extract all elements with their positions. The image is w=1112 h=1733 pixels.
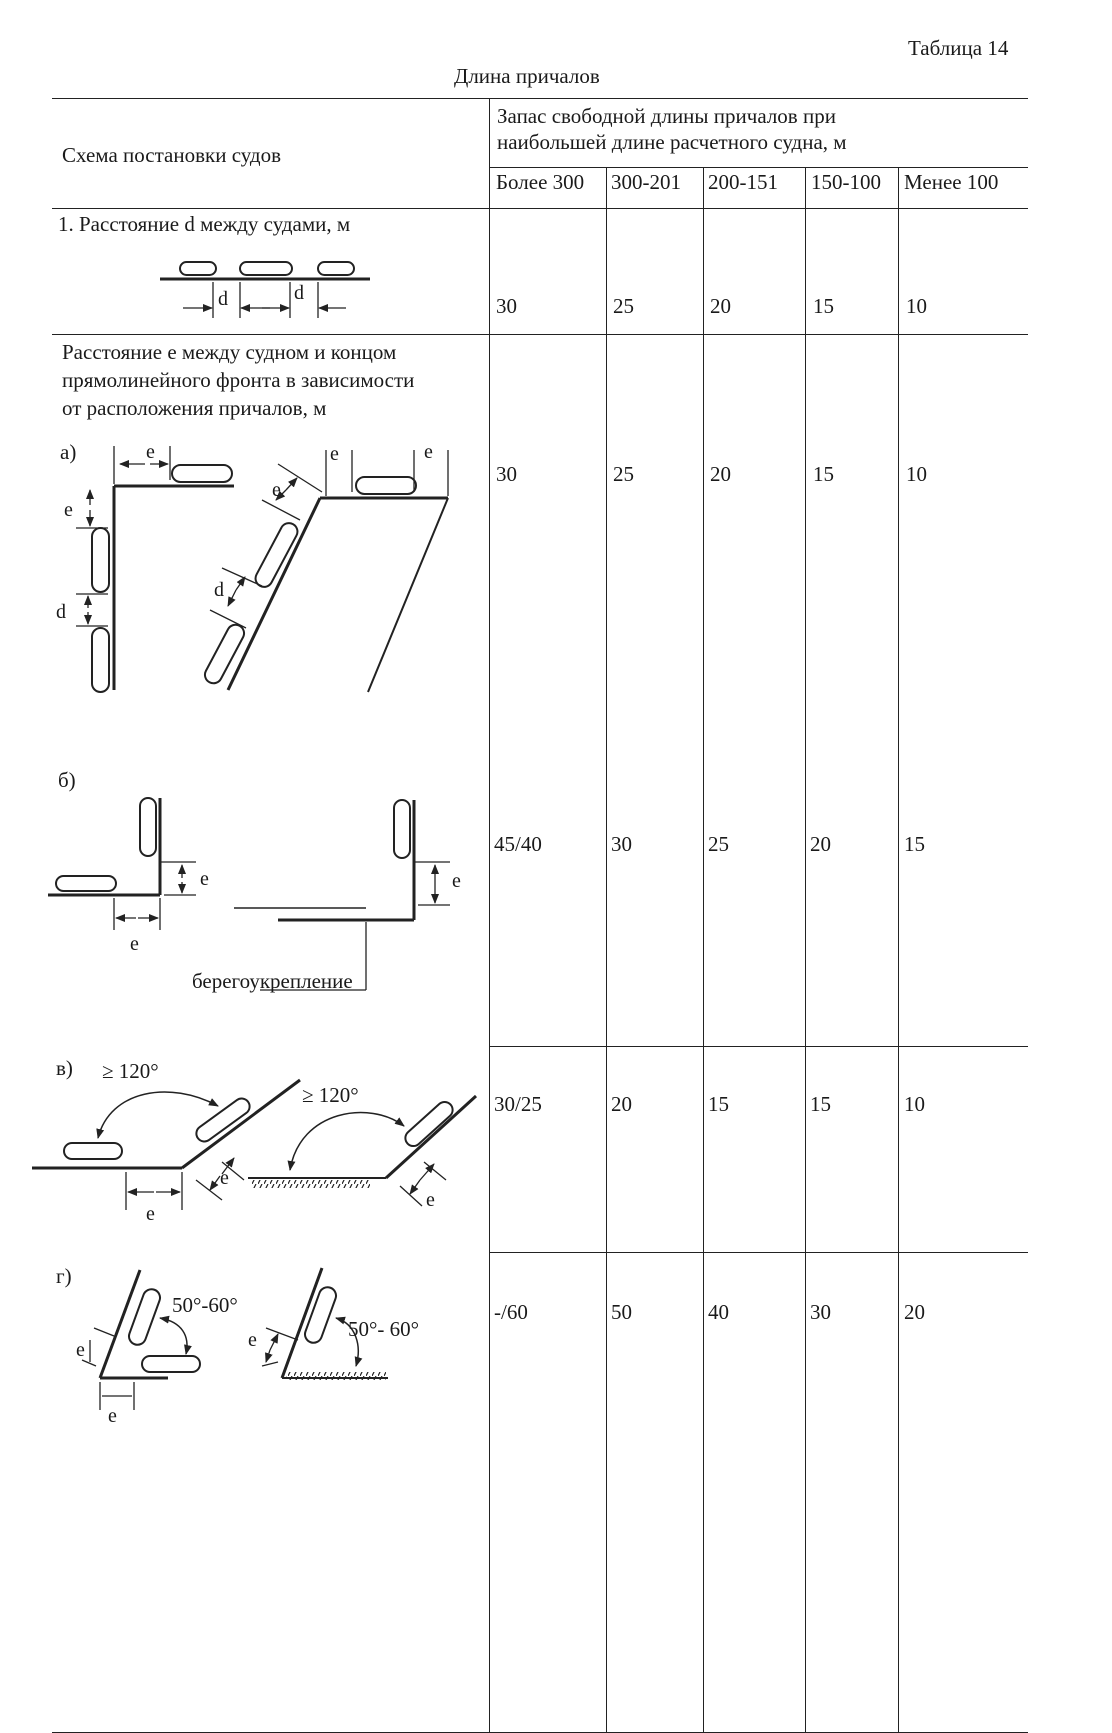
- label-e: e: [64, 499, 73, 521]
- row-c-value-1: 30/25: [494, 1092, 542, 1116]
- diagram-d-left: [82, 1270, 200, 1410]
- row-c-value-4: 15: [810, 1092, 831, 1116]
- row1-label: 1. Расстояние d между судами, м: [58, 212, 351, 236]
- sub-a-label: а): [60, 440, 77, 464]
- diagram-a-left: [76, 446, 234, 692]
- ship-icon: [92, 628, 109, 692]
- table-label: Таблица 14: [908, 36, 1009, 60]
- angle-label: ≥ 120°: [102, 1059, 159, 1083]
- angle-label: 50°-60°: [172, 1293, 238, 1317]
- diagram-a-right: [202, 450, 448, 692]
- row-d-value-3: 40: [708, 1300, 729, 1324]
- label-d: d: [218, 288, 228, 310]
- label-e: e: [220, 1167, 229, 1189]
- col-header-4: 150-100: [811, 170, 881, 194]
- diagram-c-right: [248, 1096, 476, 1206]
- label-e: e: [146, 441, 155, 463]
- row-b-value-3: 25: [708, 832, 729, 856]
- label-e: e: [200, 868, 209, 890]
- label-d: d: [56, 601, 66, 623]
- row1-value-1: 30: [496, 294, 517, 318]
- row2-label-line3: от расположения причалов, м: [62, 396, 327, 420]
- row-a-value-2: 25: [613, 462, 634, 486]
- angle-label: ≥ 120°: [302, 1083, 359, 1107]
- header-reserve-line2: наибольшей длине расчетного судна, м: [497, 130, 847, 154]
- col-header-2: 300-201: [611, 170, 681, 194]
- col-header-5: Менее 100: [904, 170, 999, 194]
- sub-c-label: в): [56, 1056, 73, 1080]
- row-a-value-5: 10: [906, 462, 927, 486]
- sub-d-label: г): [56, 1264, 72, 1288]
- label-e: e: [248, 1329, 257, 1351]
- ship-icon: [240, 262, 292, 275]
- ship-icon: [318, 262, 354, 275]
- page-title: Длина причалов: [454, 64, 600, 88]
- ship-icon: [394, 800, 410, 858]
- col-header-1: Более 300: [496, 170, 585, 194]
- row2-label-line2: прямолинейного фронта в зависимости: [62, 368, 415, 392]
- ship-icon: [142, 1356, 200, 1372]
- ship-icon: [64, 1143, 122, 1159]
- row-c-value-2: 20: [611, 1092, 632, 1116]
- header-scheme: Схема постановки судов: [62, 143, 282, 167]
- row-d-value-1: -/60: [494, 1300, 528, 1324]
- col-header-3: 200-151: [708, 170, 778, 194]
- ship-icon: [356, 477, 416, 494]
- row-a-value-4: 15: [813, 462, 834, 486]
- ship-icon: [180, 262, 216, 275]
- label-e: e: [272, 479, 281, 501]
- ship-icon: [303, 1285, 339, 1345]
- row-a-value-3: 20: [710, 462, 731, 486]
- row-b-value-4: 20: [810, 832, 831, 856]
- row1-value-5: 10: [906, 294, 927, 318]
- row1-value-3: 20: [710, 294, 731, 318]
- row1-value-4: 15: [813, 294, 834, 318]
- row-a-value-1: 30: [496, 462, 517, 486]
- row2-label-line1: Расстояние е между судном и концом: [62, 340, 397, 364]
- row-d-value-2: 50: [611, 1300, 632, 1324]
- row-b-value-1: 45/40: [494, 832, 542, 856]
- diagram-b-right: [234, 800, 450, 990]
- row-d-value-4: 30: [810, 1300, 831, 1324]
- ship-icon: [172, 465, 232, 482]
- bank-protection-label: берегоукрепление: [192, 969, 353, 993]
- ship-icon: [202, 622, 247, 686]
- sub-b-label: б): [58, 768, 76, 792]
- row-b-value-5: 15: [904, 832, 925, 856]
- ship-icon: [56, 876, 116, 891]
- label-e: e: [108, 1405, 117, 1427]
- diagram-c-left: [32, 1080, 300, 1210]
- row-c-value-3: 15: [708, 1092, 729, 1116]
- label-d: d: [214, 579, 224, 601]
- ship-icon: [92, 528, 109, 592]
- diagram-ship-spacing: [160, 262, 370, 318]
- row-d-value-5: 20: [904, 1300, 925, 1324]
- label-e: e: [76, 1339, 85, 1361]
- row1-value-2: 25: [613, 294, 634, 318]
- label-e: e: [452, 870, 461, 892]
- row-c-value-5: 10: [904, 1092, 925, 1116]
- label-e: e: [426, 1189, 435, 1211]
- label-e: e: [146, 1203, 155, 1225]
- label-e: e: [130, 933, 139, 955]
- label-e: e: [330, 443, 339, 465]
- row-b-value-2: 30: [611, 832, 632, 856]
- angle-label: 50°- 60°: [348, 1317, 420, 1341]
- ship-icon: [140, 798, 156, 856]
- label-e: e: [424, 441, 433, 463]
- header-reserve-line1: Запас свободной длины причалов при: [497, 104, 836, 128]
- ship-icon: [402, 1099, 456, 1150]
- label-d: d: [294, 282, 304, 304]
- diagram-b-left: [48, 798, 196, 930]
